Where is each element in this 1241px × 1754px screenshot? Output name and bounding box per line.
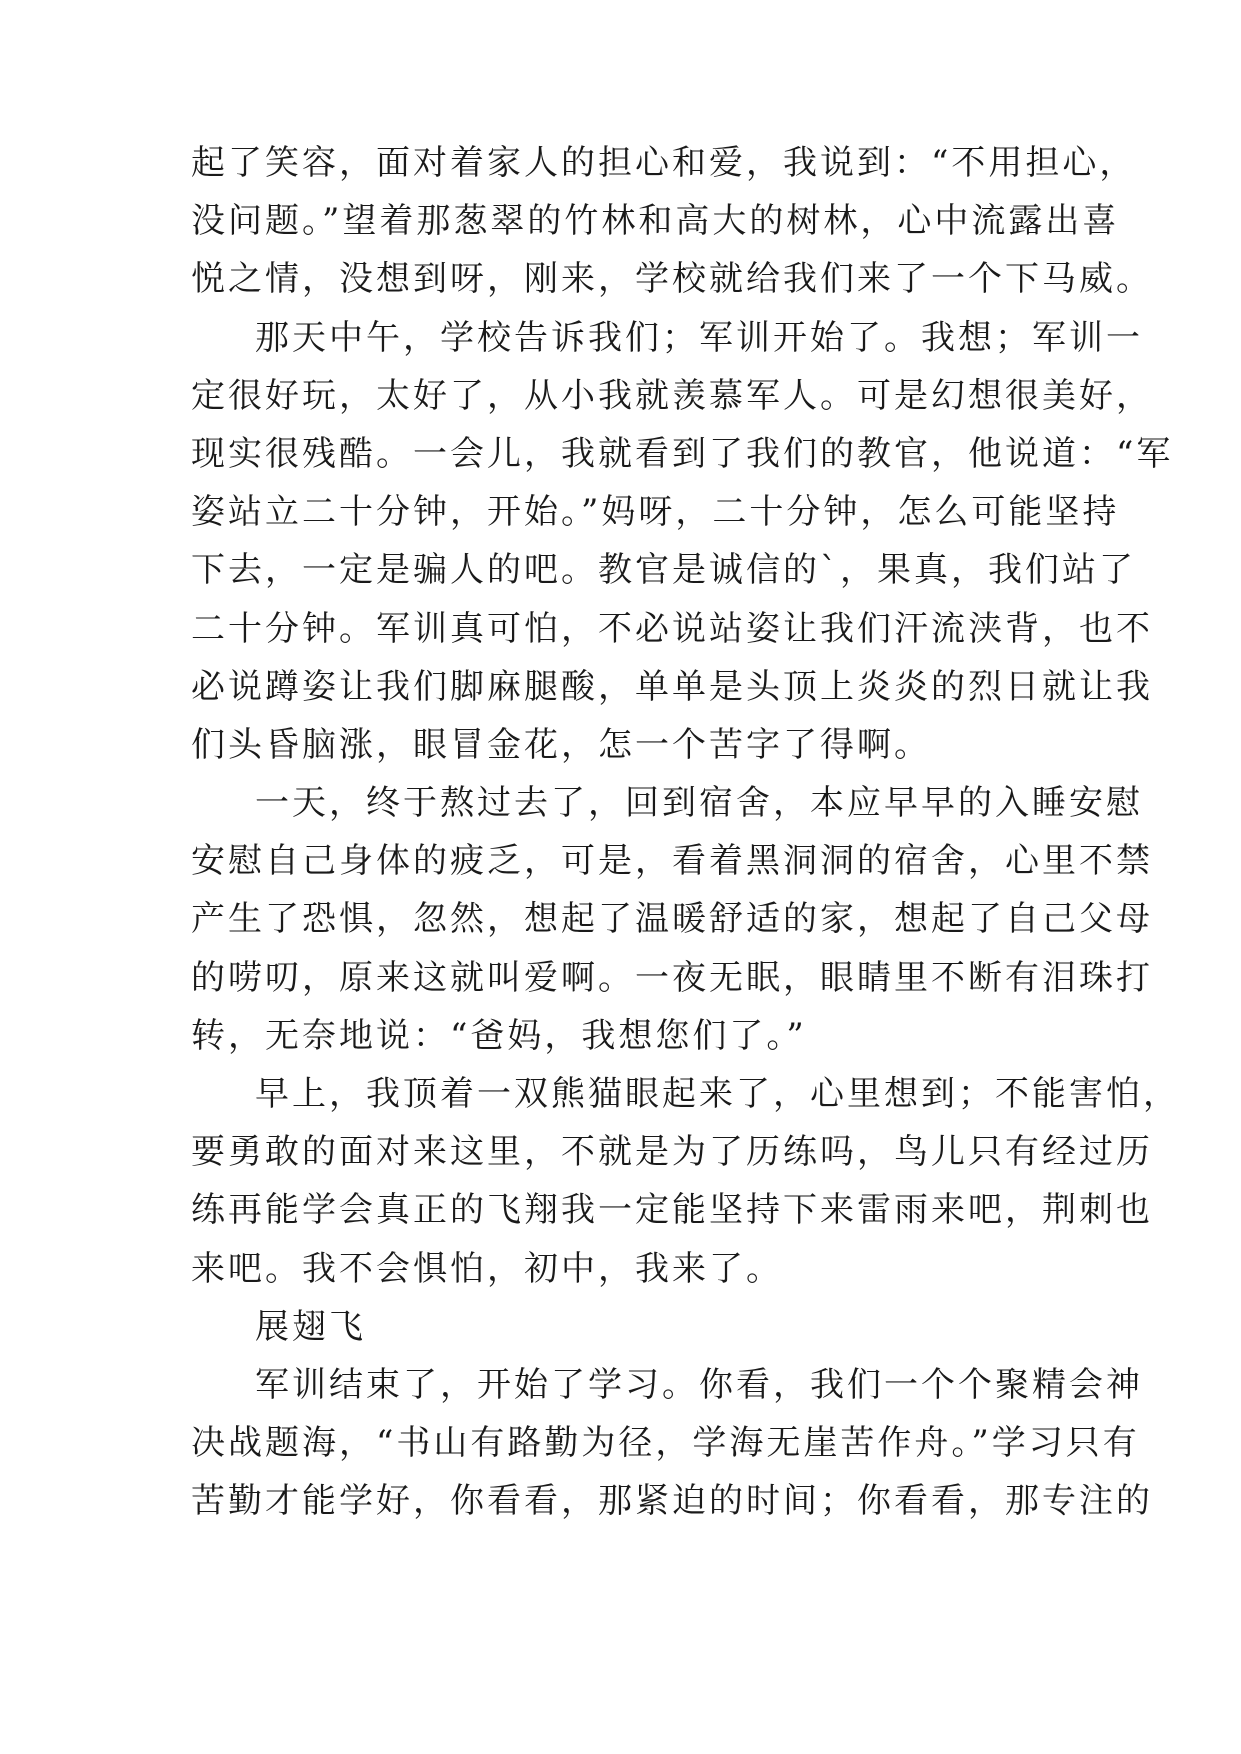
text-line: 练再能学会真正的飞翔我一定能坚持下来雷雨来吧，荆刺也 xyxy=(191,1190,1153,1231)
text-line: 现实很残酷。一会儿，我就看到了我们的教官，他说道：“军 xyxy=(191,433,1174,474)
text-line: 来吧。我不会惧怕，初中，我来了。 xyxy=(191,1248,783,1289)
text-line: 们头昏脑涨，眼冒金花，怎一个苦字了得啊。 xyxy=(191,724,931,765)
document-body xyxy=(191,134,1180,1531)
text-line: 起了笑容，面对着家人的担心和爱，我说到：“不用担心， xyxy=(191,143,1137,183)
text-line: 必说蹲姿让我们脚麻腿酸，单单是头顶上炎炎的烈日就让我 xyxy=(191,666,1153,707)
text-line: 姿站立二十分钟，开始。”妈呀，二十分钟，怎么可能坚持 xyxy=(191,492,1120,533)
text-line: 悦之情，没想到呀，刚来，学校就给我们来了一个下马威。 xyxy=(191,259,1153,300)
text-line: 下去，一定是骗人的吧。教官是诚信的`，果真，我们站了 xyxy=(191,550,1136,591)
text-line: 安慰自己身体的疲乏，可是，看着黑洞洞的宿舍，心里不禁 xyxy=(191,841,1153,882)
text-line: 苦勤才能学好，你看看，那紧迫的时间；你看看，那专注的 xyxy=(191,1481,1153,1522)
paragraph-first-line: 展翅飞 xyxy=(255,1306,366,1347)
text-line: 产生了恐惧，忽然，想起了温暖舒适的家，想起了自己父母 xyxy=(191,899,1153,940)
text-line: 要勇敢的面对来这里，不就是为了历练吗，鸟儿只有经过历 xyxy=(191,1132,1153,1173)
text-line: 转，无奈地说：“爸妈，我想您们了。” xyxy=(191,1015,807,1056)
paragraph-first-line: 早上，我顶着一双熊猫眼起来了，心里想到；不能害怕， xyxy=(255,1074,1180,1114)
text-line: 没问题。”望着那葱翠的竹林和高大的树林，心中流露出喜 xyxy=(191,201,1120,242)
paragraph-first-line: 一天，终于熬过去了，回到宿舍，本应早早的入睡安慰 xyxy=(255,783,1143,824)
text-line: 的唠叨，原来这就叫爱啊。一夜无眠，眼睛里不断有泪珠打 xyxy=(191,957,1153,998)
paragraph-first-line: 军训结束了，开始了学习。你看，我们一个个聚精会神 xyxy=(255,1364,1143,1405)
text-line: 定很好玩，太好了，从小我就羡慕军人。可是幻想很美好， xyxy=(191,375,1153,416)
text-line: 决战题海，“书山有路勤为径，学海无崖苦作舟。”学习只有 xyxy=(191,1423,1140,1464)
paragraph-first-line: 那天中午，学校告诉我们；军训开始了。我想；军训一 xyxy=(255,317,1143,358)
text-line: 二十分钟。军训真可怕，不必说站姿让我们汗流浃背，也不 xyxy=(191,608,1153,649)
